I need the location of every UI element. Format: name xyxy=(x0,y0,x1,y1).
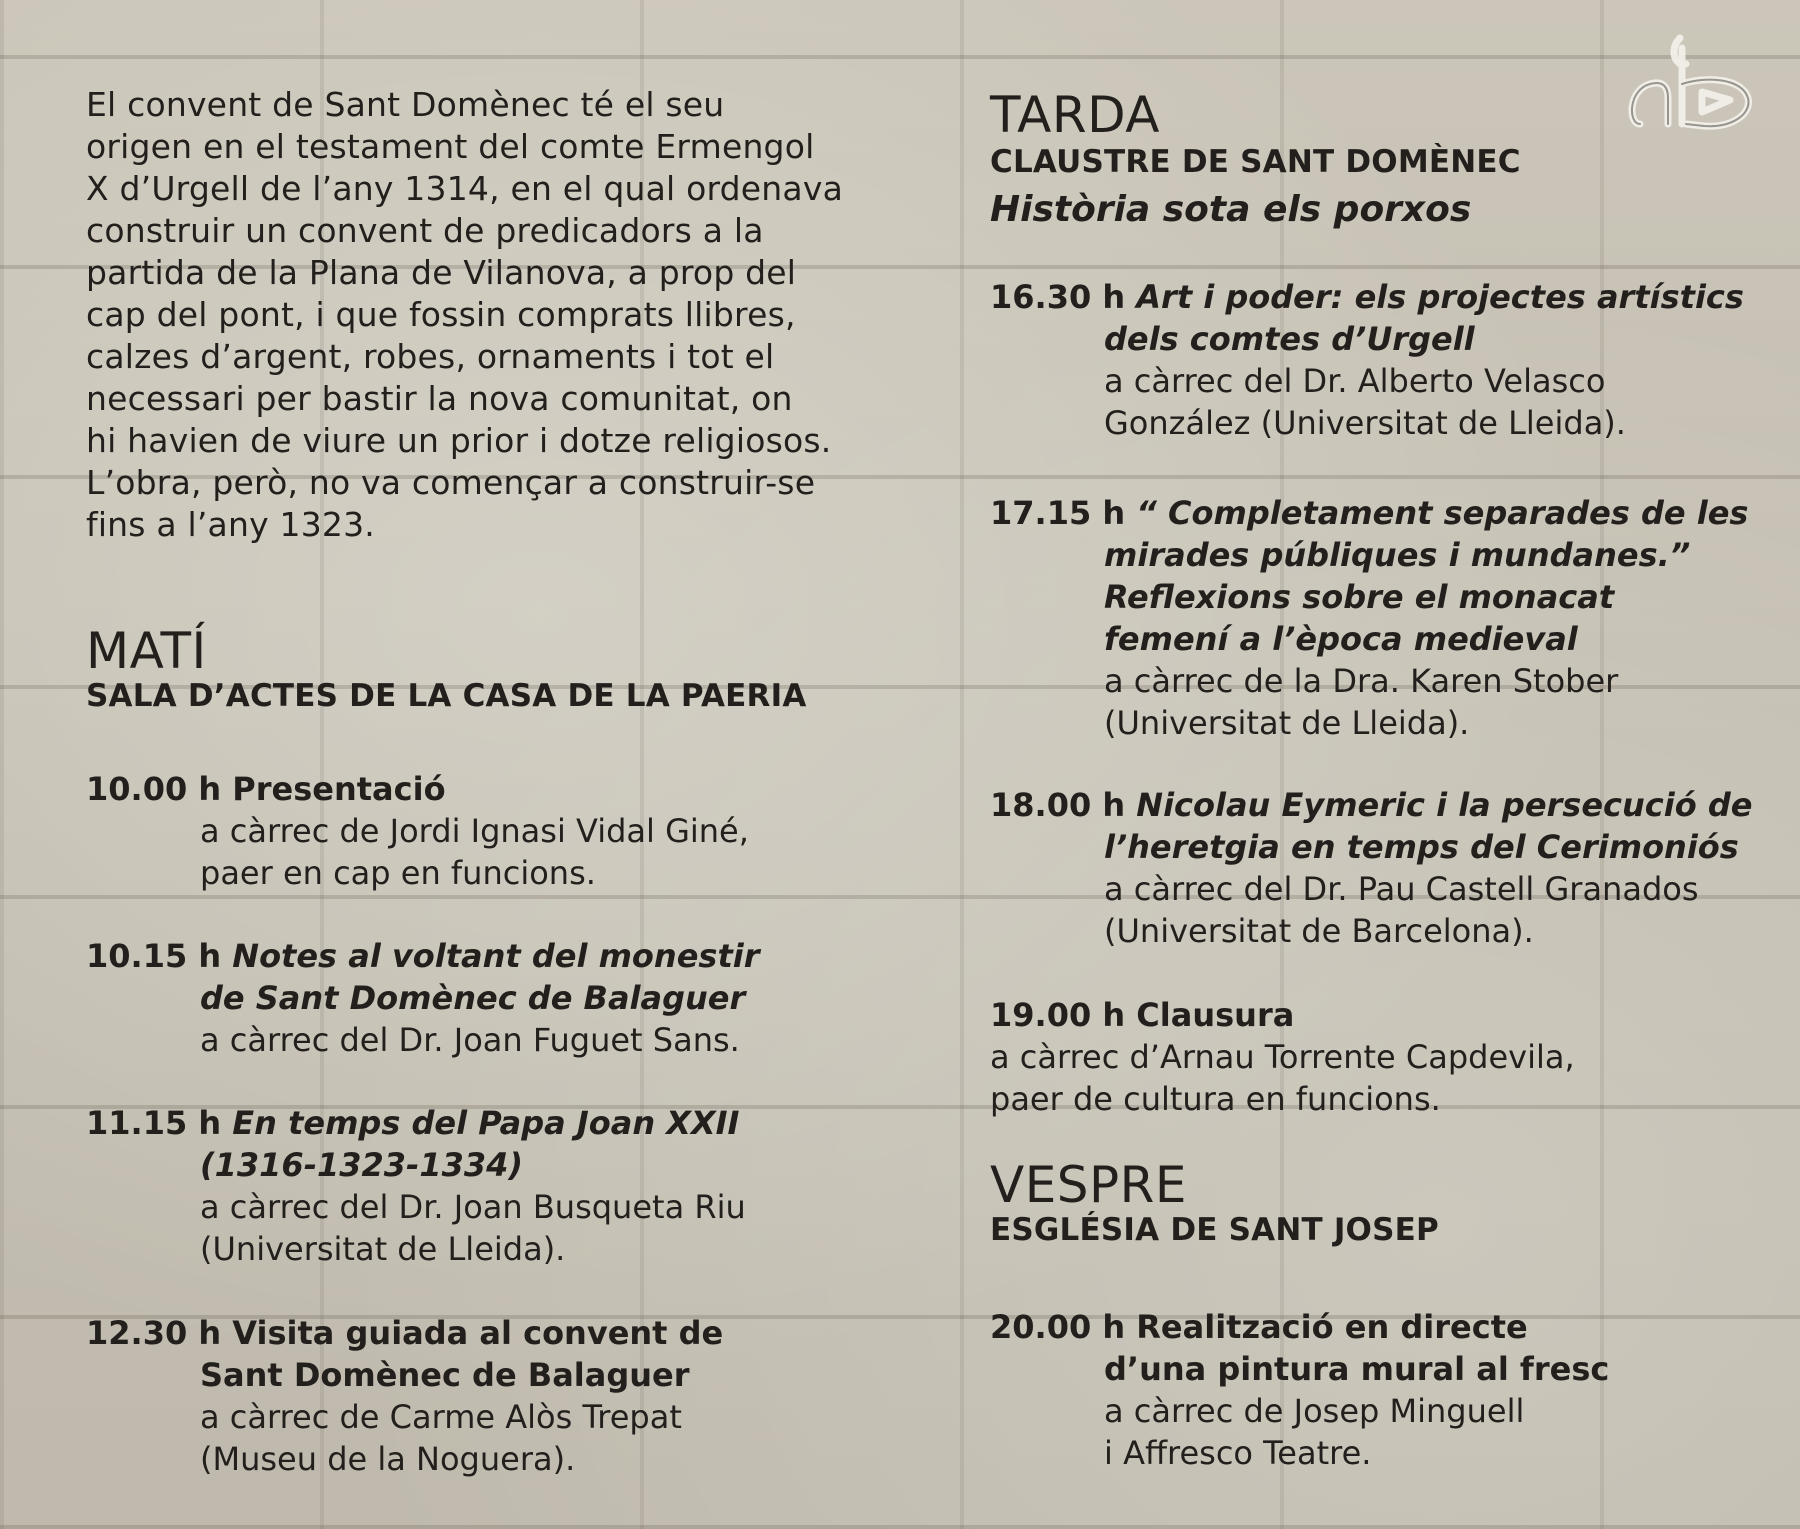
event-speaker: i Affresco Teatre. xyxy=(1104,1434,1372,1472)
event-time: 17.15 h xyxy=(990,494,1126,532)
section-title-tarda: TARDA xyxy=(990,86,1160,144)
event-title: Clausura xyxy=(1136,996,1295,1034)
schedule-item xyxy=(86,1102,846,1270)
intro-line: El convent de Sant Domènec té el seu xyxy=(86,85,725,124)
event-heading xyxy=(990,492,1750,534)
event-title: Notes al voltant del monestir xyxy=(232,937,760,975)
event-heading xyxy=(86,768,846,810)
event-speaker: a càrrec del Dr. Joan Fuguet Sans. xyxy=(200,1021,740,1059)
intro-line: necessari per bastir la nova comunitat, on xyxy=(86,379,793,418)
event-speaker: (Universitat de Lleida). xyxy=(200,1230,566,1268)
section-venue-vespre: ESGLÉSIA DE SANT JOSEP xyxy=(990,1212,1439,1248)
schedule-item xyxy=(990,994,1750,1120)
event-time: 10.00 h xyxy=(86,770,222,808)
intro-paragraph xyxy=(86,84,846,546)
event-speaker: paer en cap en funcions. xyxy=(200,854,596,892)
section-title-vespre: VESPRE xyxy=(990,1156,1188,1214)
event-title: Art i poder: els projectes artístics xyxy=(1136,278,1744,316)
event-time: 16.30 h xyxy=(990,278,1126,316)
intro-line: cap del pont, i que fossin comprats llibres, xyxy=(86,295,796,334)
intro-line: construir un convent de predicadors a la xyxy=(86,211,764,250)
event-time: 18.00 h xyxy=(990,786,1126,824)
schedule-item xyxy=(990,1306,1750,1474)
event-speaker: (Universitat de Barcelona). xyxy=(1104,912,1534,950)
event-speaker: a càrrec del Dr. Joan Busqueta Riu xyxy=(200,1188,746,1226)
schedule-item xyxy=(86,935,846,1061)
event-title-continued: Reflexions sobre el monacat xyxy=(1104,578,1615,616)
event-heading xyxy=(86,1102,846,1144)
event-heading xyxy=(990,276,1750,318)
event-title: “ Completament separades de les xyxy=(1136,494,1749,532)
event-speaker: a càrrec de Josep Minguell xyxy=(1104,1392,1525,1430)
event-speaker: a càrrec de Jordi Ignasi Vidal Giné, xyxy=(200,812,749,850)
schedule-item xyxy=(86,768,846,894)
schedule-item xyxy=(86,1312,846,1480)
event-time: 12.30 h xyxy=(86,1314,222,1352)
event-title-continued: dels comtes d’Urgell xyxy=(1104,320,1475,358)
event-title-continued: de Sant Domènec de Balaguer xyxy=(200,979,746,1017)
event-speaker: a càrrec de Carme Alòs Trepat xyxy=(200,1398,682,1436)
event-speaker: a càrrec del Dr. Pau Castell Granados xyxy=(1104,870,1699,908)
schedule-item xyxy=(990,492,1750,744)
intro-line: L’obra, però, no va començar a construir-se xyxy=(86,463,816,502)
section-venue-mati: SALA D’ACTES DE LA CASA DE LA PAERIA xyxy=(86,678,807,714)
event-title-continued: Sant Domènec de Balaguer xyxy=(200,1356,690,1394)
event-title: Presentació xyxy=(232,770,446,808)
event-time: 10.15 h xyxy=(86,937,222,975)
section-title-mati: MATÍ xyxy=(86,622,207,680)
event-title-continued: mirades públiques i mundanes.” xyxy=(1104,536,1691,574)
event-time: 11.15 h xyxy=(86,1104,222,1142)
event-speaker: (Universitat de Lleida). xyxy=(1104,704,1470,742)
balaguer-logo-icon xyxy=(1620,28,1770,138)
intro-line: hi havien de viure un prior i dotze religiosos. xyxy=(86,421,832,460)
event-speaker: (Museu de la Noguera). xyxy=(200,1440,576,1478)
section-subtitle-tarda: Història sota els porxos xyxy=(990,189,1472,230)
event-title: En temps del Papa Joan XXII xyxy=(232,1104,740,1142)
event-speaker: paer de cultura en funcions. xyxy=(990,1080,1441,1118)
event-time: 19.00 h xyxy=(990,996,1126,1034)
event-heading xyxy=(990,784,1753,826)
event-heading xyxy=(990,994,1750,1036)
intro-line: origen en el testament del comte Ermengol xyxy=(86,127,815,166)
event-title-continued: (1316-1323-1334) xyxy=(200,1146,523,1184)
intro-line: fins a l’any 1323. xyxy=(86,505,375,544)
intro-line: calzes d’argent, robes, ornaments i tot el xyxy=(86,337,775,376)
event-time: 20.00 h xyxy=(990,1308,1126,1346)
event-speaker: González (Universitat de Lleida). xyxy=(1104,404,1626,442)
event-speaker: a càrrec d’Arnau Torrente Capdevila, xyxy=(990,1038,1575,1076)
section-venue-tarda: CLAUSTRE DE SANT DOMÈNEC xyxy=(990,144,1521,180)
schedule-item xyxy=(990,276,1750,444)
schedule-item xyxy=(990,784,1753,952)
event-speaker: a càrrec de la Dra. Karen Stober xyxy=(1104,662,1619,700)
event-heading xyxy=(86,935,846,977)
event-title: Visita guiada al convent de xyxy=(232,1314,724,1352)
event-heading xyxy=(990,1306,1750,1348)
intro-line: partida de la Plana de Vilanova, a prop del xyxy=(86,253,797,292)
event-title: Nicolau Eymeric i la persecució de xyxy=(1136,786,1753,824)
intro-line: X d’Urgell de l’any 1314, en el qual ordenava xyxy=(86,169,843,208)
event-speaker: a càrrec del Dr. Alberto Velasco xyxy=(1104,362,1606,400)
event-title-continued: l’heretgia en temps del Cerimoniós xyxy=(1104,828,1739,866)
event-heading xyxy=(86,1312,846,1354)
event-title: Realització en directe xyxy=(1136,1308,1528,1346)
event-title-continued: d’una pintura mural al fresc xyxy=(1104,1350,1610,1388)
event-title-continued: femení a l’època medieval xyxy=(1104,620,1578,658)
